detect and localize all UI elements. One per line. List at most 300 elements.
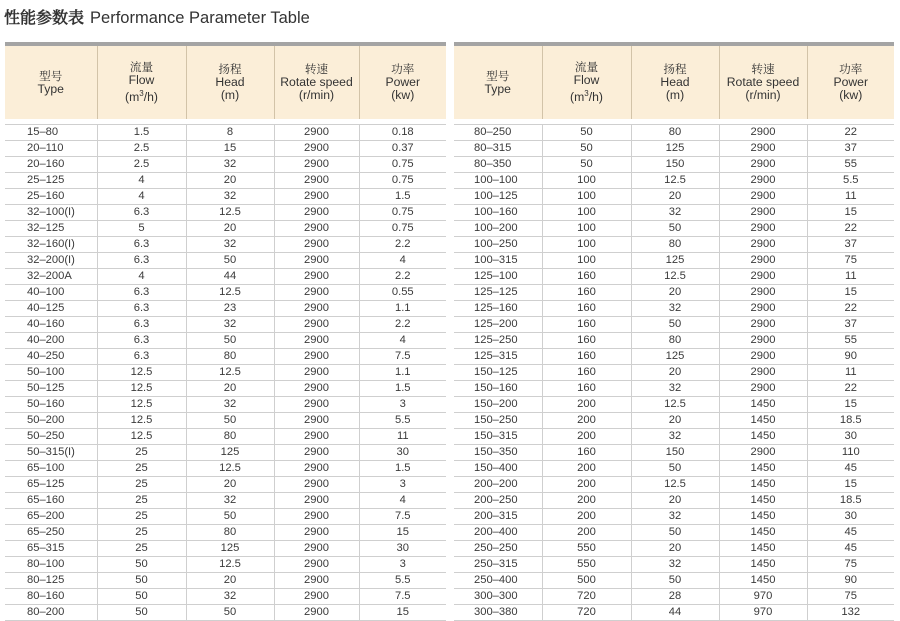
cell-power: 11 [359, 429, 446, 445]
cell-head: 12.5 [631, 269, 719, 285]
cell-head: 20 [631, 541, 719, 557]
cell-head: 12.5 [631, 173, 719, 189]
cell-power: 11 [807, 269, 894, 285]
cell-type: 80–100 [5, 557, 97, 573]
cell-flow: 200 [542, 477, 631, 493]
table-row [454, 461, 894, 477]
page-title [4, 7, 310, 29]
cell-power: 3 [359, 557, 446, 573]
cell-power: 37 [807, 317, 894, 333]
table-row [454, 221, 894, 237]
cell-power: 0.75 [359, 157, 446, 173]
col-header-power: 功率 Power (kw) [807, 46, 894, 119]
cell-flow: 5 [97, 221, 186, 237]
cell-flow: 160 [542, 445, 631, 461]
cell-head: 15 [186, 141, 274, 157]
cell-power: 90 [807, 573, 894, 589]
cell-speed: 2900 [274, 317, 359, 333]
cell-head: 12.5 [186, 285, 274, 301]
cell-type: 40–160 [5, 317, 97, 333]
cell-flow: 2.5 [97, 141, 186, 157]
col-header-head: 扬程 Head (m) [631, 46, 719, 119]
cell-power: 30 [807, 429, 894, 445]
table-row [454, 605, 894, 621]
cell-flow: 100 [542, 253, 631, 269]
cell-head: 32 [186, 493, 274, 509]
cell-power: 132 [807, 605, 894, 621]
cell-power: 15 [807, 397, 894, 413]
cell-flow: 200 [542, 413, 631, 429]
cell-flow: 50 [97, 605, 186, 621]
table-row [5, 333, 446, 349]
cell-speed: 2900 [274, 557, 359, 573]
cell-flow: 550 [542, 541, 631, 557]
table-row [454, 237, 894, 253]
cell-power: 1.1 [359, 301, 446, 317]
cell-speed: 2900 [719, 349, 807, 365]
cell-power: 75 [807, 557, 894, 573]
table-row [454, 253, 894, 269]
table-row [5, 269, 446, 285]
cell-speed: 2900 [274, 205, 359, 221]
cell-head: 44 [631, 605, 719, 621]
cell-flow: 500 [542, 573, 631, 589]
cell-power: 18.5 [807, 413, 894, 429]
cell-type: 65–125 [5, 477, 97, 493]
cell-power: 1.1 [359, 365, 446, 381]
cell-flow: 720 [542, 605, 631, 621]
cell-head: 50 [186, 509, 274, 525]
cell-speed: 2900 [274, 589, 359, 605]
col-header-speed: 转速 Rotate speed (r/min) [719, 46, 807, 119]
table-row [5, 557, 446, 573]
cell-flow: 200 [542, 509, 631, 525]
cell-speed: 1450 [719, 493, 807, 509]
cell-head: 80 [631, 237, 719, 253]
cell-head: 12.5 [186, 205, 274, 221]
table-row [5, 541, 446, 557]
col-header-power: 功率 Power (kw) [359, 46, 446, 119]
cell-power: 15 [359, 605, 446, 621]
cell-flow: 4 [97, 173, 186, 189]
col-header-type: 型号 Type [5, 46, 97, 119]
cell-flow: 25 [97, 461, 186, 477]
cell-head: 20 [631, 365, 719, 381]
cell-type: 40–125 [5, 301, 97, 317]
cell-speed: 2900 [274, 509, 359, 525]
cell-head: 23 [186, 301, 274, 317]
cell-speed: 2900 [274, 189, 359, 205]
cell-power: 22 [807, 301, 894, 317]
col-header-head: 扬程 Head (m) [186, 46, 274, 119]
cell-head: 32 [186, 189, 274, 205]
cell-speed: 2900 [274, 237, 359, 253]
cell-speed: 2900 [274, 173, 359, 189]
cell-speed: 2900 [274, 541, 359, 557]
cell-type: 40–100 [5, 285, 97, 301]
cell-type: 100–125 [454, 189, 542, 205]
cell-power: 0.37 [359, 141, 446, 157]
cell-speed: 970 [719, 605, 807, 621]
col-header-flow: 流量 Flow $(m^3/h)$ [97, 46, 186, 119]
cell-flow: 6.3 [97, 253, 186, 269]
cell-head: 125 [186, 445, 274, 461]
table-row [454, 317, 894, 333]
cell-head: 20 [631, 285, 719, 301]
cell-type: 200–400 [454, 525, 542, 541]
cell-flow: 720 [542, 589, 631, 605]
table-row [5, 349, 446, 365]
cell-flow: 160 [542, 317, 631, 333]
cell-power: 5.5 [807, 173, 894, 189]
cell-speed: 1450 [719, 557, 807, 573]
cell-type: 65–100 [5, 461, 97, 477]
cell-power: 0.75 [359, 221, 446, 237]
cell-speed: 970 [719, 589, 807, 605]
cell-power: 7.5 [359, 349, 446, 365]
cell-head: 50 [631, 317, 719, 333]
table-row [5, 397, 446, 413]
cell-power: 30 [359, 445, 446, 461]
cell-head: 32 [186, 317, 274, 333]
cell-type: 100–315 [454, 253, 542, 269]
table-row [5, 253, 446, 269]
cell-power: 55 [807, 333, 894, 349]
cell-speed: 2900 [719, 365, 807, 381]
cell-power: 2.2 [359, 317, 446, 333]
cell-head: 20 [631, 493, 719, 509]
cell-head: 12.5 [186, 557, 274, 573]
table-row [454, 477, 894, 493]
cell-head: 12.5 [631, 477, 719, 493]
cell-flow: 6.3 [97, 205, 186, 221]
table-row [454, 301, 894, 317]
cell-head: 28 [631, 589, 719, 605]
table-row [5, 605, 446, 621]
cell-speed: 2900 [274, 605, 359, 621]
cell-flow: 50 [542, 141, 631, 157]
table-row [454, 173, 894, 189]
cell-type: 150–250 [454, 413, 542, 429]
cell-power: 4 [359, 493, 446, 509]
table-row [454, 429, 894, 445]
cell-power: 7.5 [359, 589, 446, 605]
table-row [454, 285, 894, 301]
table-row [5, 317, 446, 333]
cell-speed: 2900 [719, 285, 807, 301]
cell-power: 1.5 [359, 381, 446, 397]
table-row [454, 381, 894, 397]
cell-power: 15 [807, 205, 894, 221]
cell-flow: 12.5 [97, 429, 186, 445]
cell-flow: 25 [97, 525, 186, 541]
cell-type: 200–200 [454, 477, 542, 493]
cell-head: 20 [186, 573, 274, 589]
cell-power: 22 [807, 125, 894, 141]
table-row [5, 205, 446, 221]
cell-flow: 6.3 [97, 301, 186, 317]
cell-speed: 2900 [719, 317, 807, 333]
cell-head: 32 [631, 509, 719, 525]
cell-head: 125 [631, 349, 719, 365]
cell-flow: 12.5 [97, 365, 186, 381]
cell-type: 200–315 [454, 509, 542, 525]
cell-flow: 12.5 [97, 381, 186, 397]
cell-power: 5.5 [359, 413, 446, 429]
table-row [454, 493, 894, 509]
cell-type: 32–100(I) [5, 205, 97, 221]
cell-speed: 2900 [719, 125, 807, 141]
cell-type: 150–400 [454, 461, 542, 477]
cell-speed: 2900 [719, 141, 807, 157]
cell-type: 65–315 [5, 541, 97, 557]
table-row [454, 189, 894, 205]
cell-flow: 25 [97, 477, 186, 493]
cell-type: 32–200(I) [5, 253, 97, 269]
table-row [5, 445, 446, 461]
cell-type: 80–125 [5, 573, 97, 589]
table-row [454, 445, 894, 461]
cell-flow: 200 [542, 397, 631, 413]
cell-type: 125–200 [454, 317, 542, 333]
table-row [454, 333, 894, 349]
cell-speed: 1450 [719, 509, 807, 525]
cell-type: 15–80 [5, 125, 97, 141]
cell-head: 50 [186, 413, 274, 429]
cell-head: 50 [631, 573, 719, 589]
cell-type: 40–200 [5, 333, 97, 349]
cell-flow: 200 [542, 429, 631, 445]
cell-type: 125–250 [454, 333, 542, 349]
cell-head: 20 [186, 477, 274, 493]
table-row [5, 461, 446, 477]
cell-flow: 6.3 [97, 285, 186, 301]
cell-speed: 2900 [274, 429, 359, 445]
cell-flow: 6.3 [97, 237, 186, 253]
parameter-table-left [5, 42, 446, 621]
cell-speed: 2900 [719, 381, 807, 397]
cell-speed: 2900 [719, 221, 807, 237]
cell-type: 150–350 [454, 445, 542, 461]
cell-flow: 6.3 [97, 333, 186, 349]
cell-power: 2.2 [359, 237, 446, 253]
cell-head: 8 [186, 125, 274, 141]
cell-head: 32 [186, 237, 274, 253]
col-header-type: 型号 Type [454, 46, 542, 119]
cell-head: 20 [186, 173, 274, 189]
cell-flow: 2.5 [97, 157, 186, 173]
table-row [5, 589, 446, 605]
cell-head: 32 [186, 157, 274, 173]
table-row [5, 237, 446, 253]
cell-speed: 2900 [274, 157, 359, 173]
cell-head: 80 [186, 429, 274, 445]
cell-speed: 2900 [719, 205, 807, 221]
cell-type: 100–100 [454, 173, 542, 189]
table-row [5, 525, 446, 541]
cell-flow: 6.3 [97, 317, 186, 333]
cell-type: 150–315 [454, 429, 542, 445]
cell-type: 80–350 [454, 157, 542, 173]
cell-power: 22 [807, 381, 894, 397]
cell-speed: 2900 [719, 237, 807, 253]
table-row [454, 269, 894, 285]
cell-type: 80–200 [5, 605, 97, 621]
table-row [5, 173, 446, 189]
cell-head: 125 [631, 141, 719, 157]
cell-power: 45 [807, 461, 894, 477]
cell-power: 15 [807, 477, 894, 493]
cell-type: 50–250 [5, 429, 97, 445]
cell-type: 50–200 [5, 413, 97, 429]
cell-head: 50 [186, 253, 274, 269]
table-row [454, 589, 894, 605]
table-row [454, 349, 894, 365]
cell-type: 125–125 [454, 285, 542, 301]
cell-head: 50 [631, 461, 719, 477]
cell-speed: 2900 [274, 221, 359, 237]
cell-head: 20 [186, 381, 274, 397]
cell-type: 100–160 [454, 205, 542, 221]
cell-flow: 160 [542, 333, 631, 349]
table-row [454, 205, 894, 221]
cell-type: 65–250 [5, 525, 97, 541]
cell-flow: 50 [97, 589, 186, 605]
cell-power: 37 [807, 237, 894, 253]
cell-flow: 50 [542, 125, 631, 141]
cell-type: 65–200 [5, 509, 97, 525]
cell-power: 15 [359, 525, 446, 541]
cell-power: 2.2 [359, 269, 446, 285]
cell-type: 80–315 [454, 141, 542, 157]
cell-head: 125 [186, 541, 274, 557]
cell-power: 11 [807, 365, 894, 381]
table-row [5, 573, 446, 589]
cell-power: 11 [807, 189, 894, 205]
cell-flow: 100 [542, 189, 631, 205]
cell-type: 200–250 [454, 493, 542, 509]
cell-head: 32 [186, 589, 274, 605]
cell-speed: 2900 [274, 573, 359, 589]
cell-flow: 100 [542, 173, 631, 189]
cell-flow: 200 [542, 525, 631, 541]
cell-power: 90 [807, 349, 894, 365]
cell-head: 150 [631, 157, 719, 173]
table-row [454, 525, 894, 541]
cell-head: 80 [631, 333, 719, 349]
cell-speed: 2900 [274, 253, 359, 269]
cell-head: 32 [631, 381, 719, 397]
cell-flow: 4 [97, 269, 186, 285]
cell-speed: 1450 [719, 525, 807, 541]
cell-speed: 2900 [274, 477, 359, 493]
cell-power: 55 [807, 157, 894, 173]
cell-head: 20 [631, 189, 719, 205]
table-row [5, 189, 446, 205]
cell-speed: 1450 [719, 461, 807, 477]
cell-speed: 2900 [274, 365, 359, 381]
cell-head: 12.5 [631, 397, 719, 413]
cell-power: 75 [807, 589, 894, 605]
cell-type: 20–110 [5, 141, 97, 157]
table-row [454, 573, 894, 589]
cell-power: 18.5 [807, 493, 894, 509]
cell-head: 50 [186, 605, 274, 621]
cell-speed: 2900 [274, 525, 359, 541]
cell-power: 37 [807, 141, 894, 157]
cell-power: 5.5 [359, 573, 446, 589]
table-row [5, 365, 446, 381]
cell-flow: 4 [97, 189, 186, 205]
cell-type: 25–160 [5, 189, 97, 205]
cell-flow: 160 [542, 301, 631, 317]
cell-type: 125–315 [454, 349, 542, 365]
cell-power: 75 [807, 253, 894, 269]
cell-flow: 1.5 [97, 125, 186, 141]
table-row [5, 125, 446, 141]
cell-flow: 12.5 [97, 413, 186, 429]
cell-speed: 2900 [274, 285, 359, 301]
cell-flow: 160 [542, 269, 631, 285]
table-row [5, 493, 446, 509]
cell-type: 32–200A [5, 269, 97, 285]
cell-type: 125–100 [454, 269, 542, 285]
cell-type: 125–160 [454, 301, 542, 317]
cell-flow: 100 [542, 237, 631, 253]
table-row [454, 157, 894, 173]
cell-flow: 12.5 [97, 397, 186, 413]
table-row [454, 413, 894, 429]
cell-power: 3 [359, 477, 446, 493]
cell-flow: 25 [97, 541, 186, 557]
cell-flow: 550 [542, 557, 631, 573]
cell-speed: 2900 [719, 157, 807, 173]
cell-power: 45 [807, 541, 894, 557]
cell-speed: 2900 [274, 349, 359, 365]
cell-speed: 1450 [719, 541, 807, 557]
cell-head: 32 [631, 205, 719, 221]
table-row [454, 365, 894, 381]
cell-speed: 1450 [719, 397, 807, 413]
cell-flow: 50 [97, 573, 186, 589]
cell-power: 0.18 [359, 125, 446, 141]
cell-speed: 2900 [274, 413, 359, 429]
cell-power: 30 [807, 509, 894, 525]
cell-type: 65–160 [5, 493, 97, 509]
cell-type: 300–380 [454, 605, 542, 621]
cell-flow: 6.3 [97, 349, 186, 365]
cell-power: 0.55 [359, 285, 446, 301]
cell-head: 150 [631, 445, 719, 461]
cell-power: 3 [359, 397, 446, 413]
cell-type: 250–315 [454, 557, 542, 573]
cell-speed: 2900 [274, 493, 359, 509]
cell-type: 250–400 [454, 573, 542, 589]
cell-type: 20–160 [5, 157, 97, 173]
table-row [5, 477, 446, 493]
cell-flow: 50 [542, 157, 631, 173]
cell-power: 1.5 [359, 189, 446, 205]
cell-speed: 2900 [274, 301, 359, 317]
cell-type: 50–315(I) [5, 445, 97, 461]
cell-type: 80–250 [454, 125, 542, 141]
cell-head: 44 [186, 269, 274, 285]
cell-flow: 160 [542, 285, 631, 301]
table-row [5, 509, 446, 525]
cell-speed: 2900 [274, 445, 359, 461]
cell-speed: 1450 [719, 477, 807, 493]
cell-power: 0.75 [359, 173, 446, 189]
